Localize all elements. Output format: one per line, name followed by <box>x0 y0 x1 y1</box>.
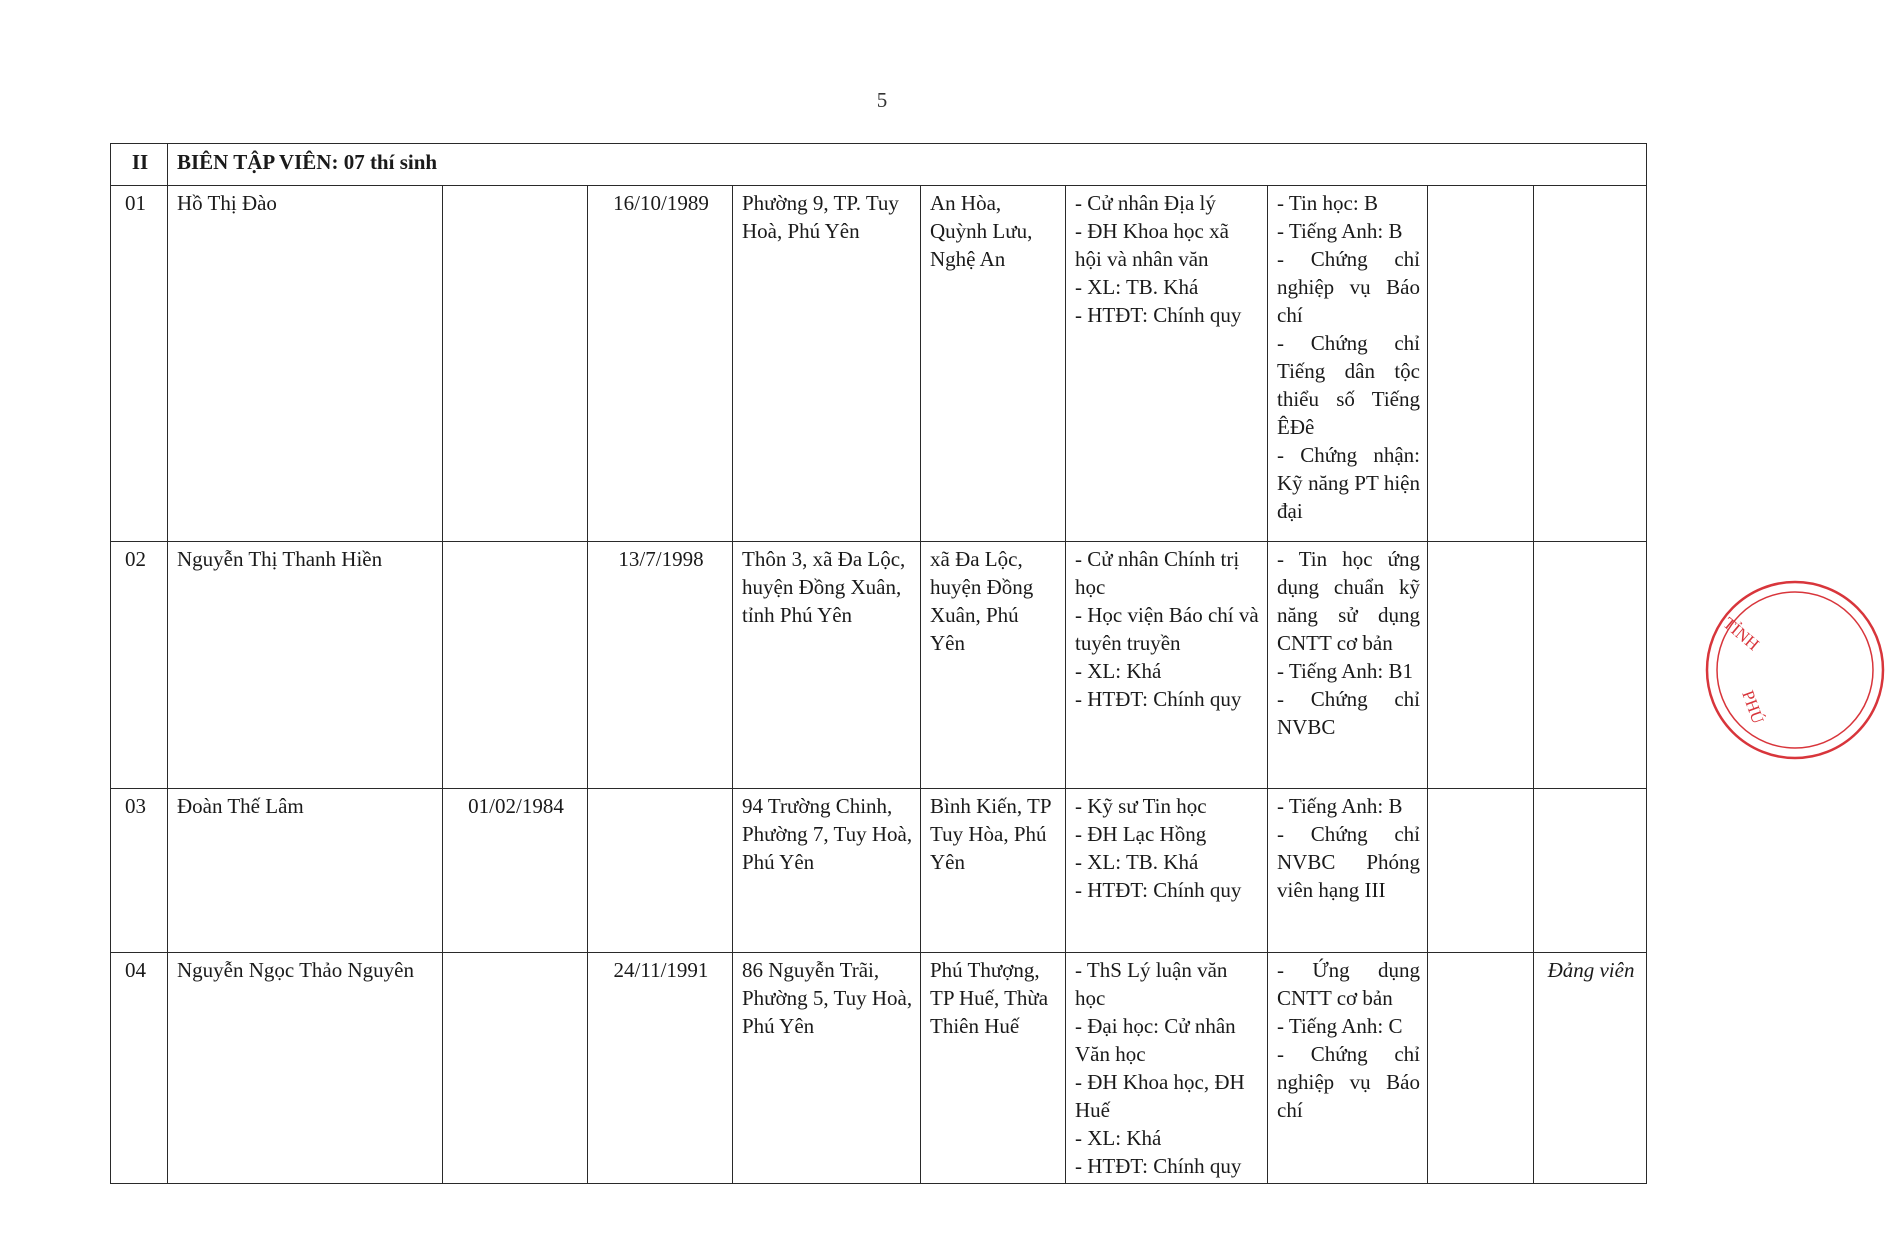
qualifications-line: - Tin học ứng dụng chuẩn kỹ năng sử dụng CNTT cơ bản <box>1277 547 1420 655</box>
residence: 86 Nguyễn Trãi, Phường 5, Tuy Hoà, Phú Yên <box>733 953 921 1184</box>
education-line: - XL: TB. Khá <box>1075 850 1199 874</box>
birth-date-female <box>588 789 733 953</box>
qualifications-line: - Chứng nhận: Kỹ năng PT hiện đại <box>1277 443 1420 523</box>
qualifications-line: - Chứng chỉ NVBC <box>1277 687 1420 739</box>
candidate-name: Nguyễn Thị Thanh Hiền <box>168 542 443 789</box>
birth-date-male <box>443 953 588 1184</box>
candidate-row <box>111 542 1647 789</box>
education-line: - HTĐT: Chính quy <box>1075 1154 1242 1178</box>
hometown: Bình Kiến, TP Tuy Hòa, Phú Yên <box>921 789 1066 953</box>
qualifications-line: - Ứng dụng CNTT cơ bản <box>1277 958 1420 1010</box>
birth-date-female: 16/10/1989 <box>588 186 733 542</box>
birth-date-female: 13/7/1998 <box>588 542 733 789</box>
qualifications-line: - Tin học: B <box>1277 191 1378 215</box>
candidate-rows <box>111 186 1647 1184</box>
education <box>1066 542 1268 789</box>
education-line: - ĐH Khoa học, ĐH Huế <box>1075 1070 1245 1122</box>
birth-date-male: 01/02/1984 <box>443 789 588 953</box>
qualifications-line: - Tiếng Anh: B <box>1277 219 1403 243</box>
birth-date-male <box>443 186 588 542</box>
qualifications-line: - Chứng chỉ Tiếng dân tộc thiểu số Tiếng ÊĐê <box>1277 331 1420 439</box>
official-seal <box>1700 575 1890 765</box>
qualifications <box>1268 186 1428 542</box>
section-header-row <box>111 144 1647 186</box>
candidate-name: Nguyễn Ngọc Thảo Nguyên <box>168 953 443 1184</box>
education-line: - Học viện Báo chí và tuyên truyền <box>1075 603 1259 655</box>
section-number: II <box>111 144 168 186</box>
education-line: - XL: Khá <box>1075 1126 1162 1150</box>
hometown: xã Đa Lộc, huyện Đồng Xuân, Phú Yên <box>921 542 1066 789</box>
education <box>1066 953 1268 1184</box>
qualifications <box>1268 953 1428 1184</box>
education-line: - HTĐT: Chính quy <box>1075 878 1242 902</box>
row-number: 02 <box>111 542 168 789</box>
education <box>1066 789 1268 953</box>
education-line: - Đại học: Cử nhân Văn học <box>1075 1014 1236 1066</box>
qualifications-line: - Chứng chỉ nghiệp vụ Báo chí <box>1277 1042 1420 1122</box>
education-line: - XL: TB. Khá <box>1075 275 1199 299</box>
candidate-row <box>111 789 1647 953</box>
svg-text:PHÚ: PHÚ <box>1738 687 1768 727</box>
note: Đảng viên <box>1534 953 1647 1184</box>
extra-column <box>1428 186 1534 542</box>
qualifications-line: - Tiếng Anh: C <box>1277 1014 1403 1038</box>
education-line: - Kỹ sư Tin học <box>1075 794 1207 818</box>
svg-text:TỈNH: TỈNH <box>1719 613 1763 655</box>
candidate-name: Đoàn Thế Lâm <box>168 789 443 953</box>
row-number: 04 <box>111 953 168 1184</box>
education-line: - Cử nhân Địa lý <box>1075 191 1216 215</box>
qualifications-line: - Tiếng Anh: B1 <box>1277 659 1413 683</box>
qualifications-line: - Chứng chỉ nghiệp vụ Báo chí <box>1277 247 1420 327</box>
candidate-row <box>111 953 1647 1184</box>
row-number: 03 <box>111 789 168 953</box>
section-title: BIÊN TẬP VIÊN: 07 thí sinh <box>168 144 1647 186</box>
extra-column <box>1428 542 1534 789</box>
qualifications-line: - Tiếng Anh: B <box>1277 794 1403 818</box>
qualifications-line: - Chứng chỉ NVBC Phóng viên hạng III <box>1277 822 1420 902</box>
residence: Phường 9, TP. Tuy Hoà, Phú Yên <box>733 186 921 542</box>
extra-column <box>1428 789 1534 953</box>
note <box>1534 186 1647 542</box>
page-number: 5 <box>876 88 888 112</box>
education-line: - HTĐT: Chính quy <box>1075 687 1242 711</box>
hometown: An Hòa, Quỳnh Lưu, Nghệ An <box>921 186 1066 542</box>
education-line: - ĐH Khoa học xã hội và nhân văn <box>1075 219 1229 271</box>
qualifications <box>1268 542 1428 789</box>
education-line: - ThS Lý luận văn học <box>1075 958 1228 1010</box>
row-number: 01 <box>111 186 168 542</box>
education-line: - HTĐT: Chính quy <box>1075 303 1242 327</box>
education-line: - ĐH Lạc Hồng <box>1075 822 1207 846</box>
extra-column <box>1428 953 1534 1184</box>
residence: 94 Trường Chinh, Phường 7, Tuy Hoà, Phú Yên <box>733 789 921 953</box>
candidate-row <box>111 186 1647 542</box>
note <box>1534 789 1647 953</box>
birth-date-female: 24/11/1991 <box>588 953 733 1184</box>
education <box>1066 186 1268 542</box>
education-line: - XL: Khá <box>1075 659 1162 683</box>
candidate-name: Hồ Thị Đào <box>168 186 443 542</box>
education-line: - Cử nhân Chính trị học <box>1075 547 1240 599</box>
residence: Thôn 3, xã Đa Lộc, huyện Đồng Xuân, tỉnh Phú Yên <box>733 542 921 789</box>
qualifications <box>1268 789 1428 953</box>
hometown: Phú Thượng, TP Huế, Thừa Thiên Huế <box>921 953 1066 1184</box>
birth-date-male <box>443 542 588 789</box>
note <box>1534 542 1647 789</box>
candidate-table <box>110 143 1647 1184</box>
